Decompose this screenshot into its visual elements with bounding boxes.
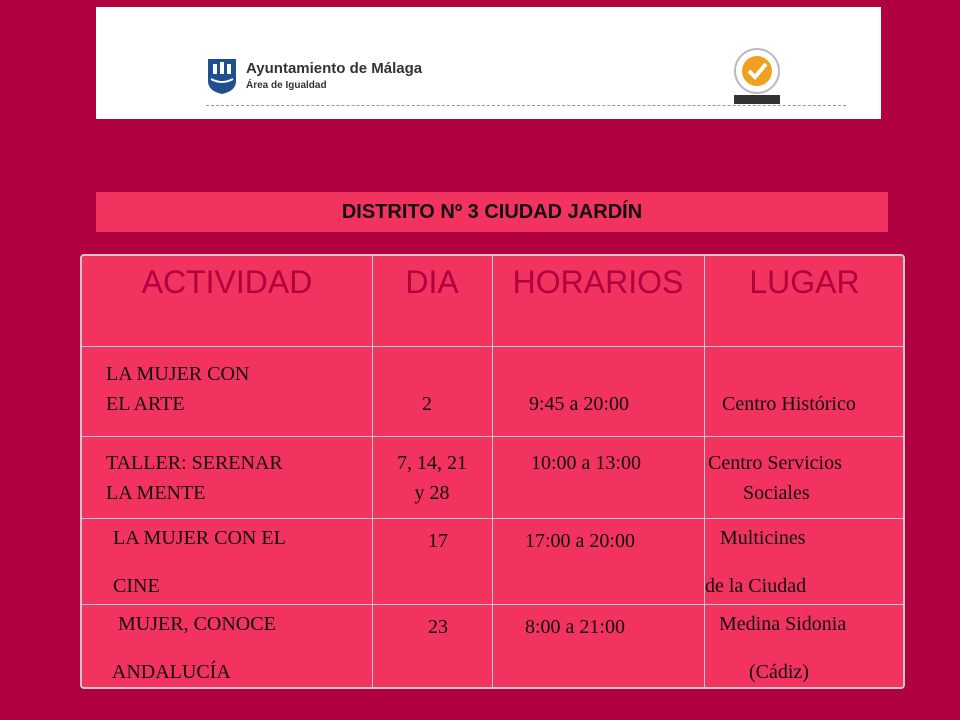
cell-actividad: TALLER: SERENAR LA MENTE	[106, 452, 283, 504]
header-horarios: HORARIOS	[512, 264, 684, 300]
cell-lugar: Medina Sidonia (Cádiz)	[719, 613, 847, 683]
sgs-certification-seal-icon	[728, 45, 786, 107]
cell-dia: 7, 14, 21 y 28	[397, 452, 467, 504]
row-divider	[82, 604, 903, 605]
cell-horario: 17:00 a 20:00	[525, 530, 635, 552]
cell-dia: 2	[422, 393, 432, 415]
cell-actividad: LA MUJER CON EL ARTE	[106, 363, 250, 415]
column-divider	[372, 256, 373, 687]
column-divider	[704, 256, 705, 687]
row-divider	[82, 346, 903, 347]
row-divider	[82, 518, 903, 519]
cell-actividad: MUJER, CONOCE ANDALUCÍA	[111, 613, 276, 683]
org-subtitle: Área de Igualdad	[246, 79, 327, 91]
header-actividad: ACTIVIDAD	[141, 264, 313, 300]
cell-dia: 23	[428, 616, 448, 638]
city-crest-icon	[206, 55, 238, 95]
header-lugar: LUGAR	[749, 264, 860, 300]
cell-horario: 9:45 a 20:00	[529, 393, 629, 415]
district-title: DISTRITO Nº 3 CIUDAD JARDÍN	[341, 200, 643, 223]
row-divider	[82, 436, 903, 437]
activities-table	[80, 254, 905, 689]
cell-horario: 10:00 a 13:00	[531, 452, 641, 474]
column-divider	[492, 256, 493, 687]
logo-block	[206, 55, 422, 95]
cell-actividad: LA MUJER CON EL CINE	[113, 527, 286, 597]
cell-lugar: Multicines de la Ciudad	[705, 527, 807, 597]
cell-horario: 8:00 a 21:00	[525, 616, 625, 638]
cell-lugar: Centro Histórico	[722, 393, 856, 415]
cell-lugar: Centro Servicios Sociales	[708, 452, 842, 504]
header-dia: DIA	[405, 264, 459, 300]
org-title: Ayuntamiento de Málaga	[246, 59, 423, 77]
cell-dia: 17	[428, 530, 448, 552]
header-banner	[96, 7, 881, 119]
district-title-bar	[96, 192, 888, 232]
